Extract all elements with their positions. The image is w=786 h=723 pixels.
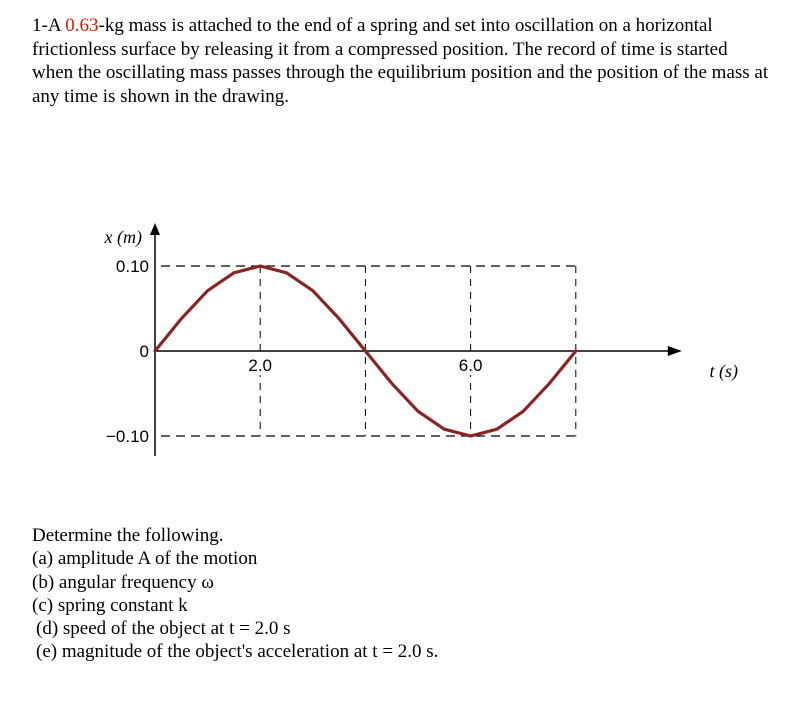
data-point-5 [259,265,262,268]
position-time-graph [70,215,739,475]
data-point-13 [469,435,472,438]
y-axis-arrow [150,223,160,235]
question-b: (b) angular frequency ω [32,571,214,593]
question-c: (c) spring constant k [32,594,188,616]
question-a: (a) amplitude A of the motion [32,548,258,570]
data-point-8 [338,317,341,320]
questions-heading: Determine the following. [32,525,224,546]
data-point-15 [522,410,525,413]
y-tick-label-1: 0.10 [115,257,149,276]
x-tick-label-2: 6.0 [458,356,483,375]
x-tick-label-1: 2.0 [248,356,273,375]
data-point-14 [496,428,499,431]
data-point-6 [285,271,288,274]
data-point-9 [364,350,367,353]
question-e: (e) magnitude of the object's acceleration at t = 2.0 s. [36,641,439,663]
questions-block [32,524,438,664]
problem-prefix: 1-A [32,15,66,36]
y-axis-label: x (m) [104,227,142,247]
mass-value: 0.63 [65,15,99,36]
question-d: (d) speed of the object at t = 2.0 s [36,618,291,640]
data-point-3 [206,289,209,292]
data-point-1 [154,350,157,353]
data-point-4 [233,271,236,274]
data-point-7 [311,289,314,292]
y-tick-label-3: −0.10 [105,427,149,446]
x-axis-arrow [668,346,682,356]
problem-intro: -kg mass is attached to the end of a spring and set into oscillation on a horizontal frictionless surface by releasing it from a compressed position. The record of time is started when the oscillating mass passes through the equilibrium position and the position of the mass at any time is shown in the drawing. [32,15,769,107]
y-tick-label-2: 0 [139,342,149,361]
data-point-12 [443,428,446,431]
data-point-10 [390,382,393,385]
data-point-16 [548,382,551,385]
data-point-17 [574,350,577,353]
x-axis-label: t (s) [709,361,739,381]
data-point-2 [180,317,183,320]
data-point-11 [417,410,420,413]
problem-statement [32,14,772,108]
